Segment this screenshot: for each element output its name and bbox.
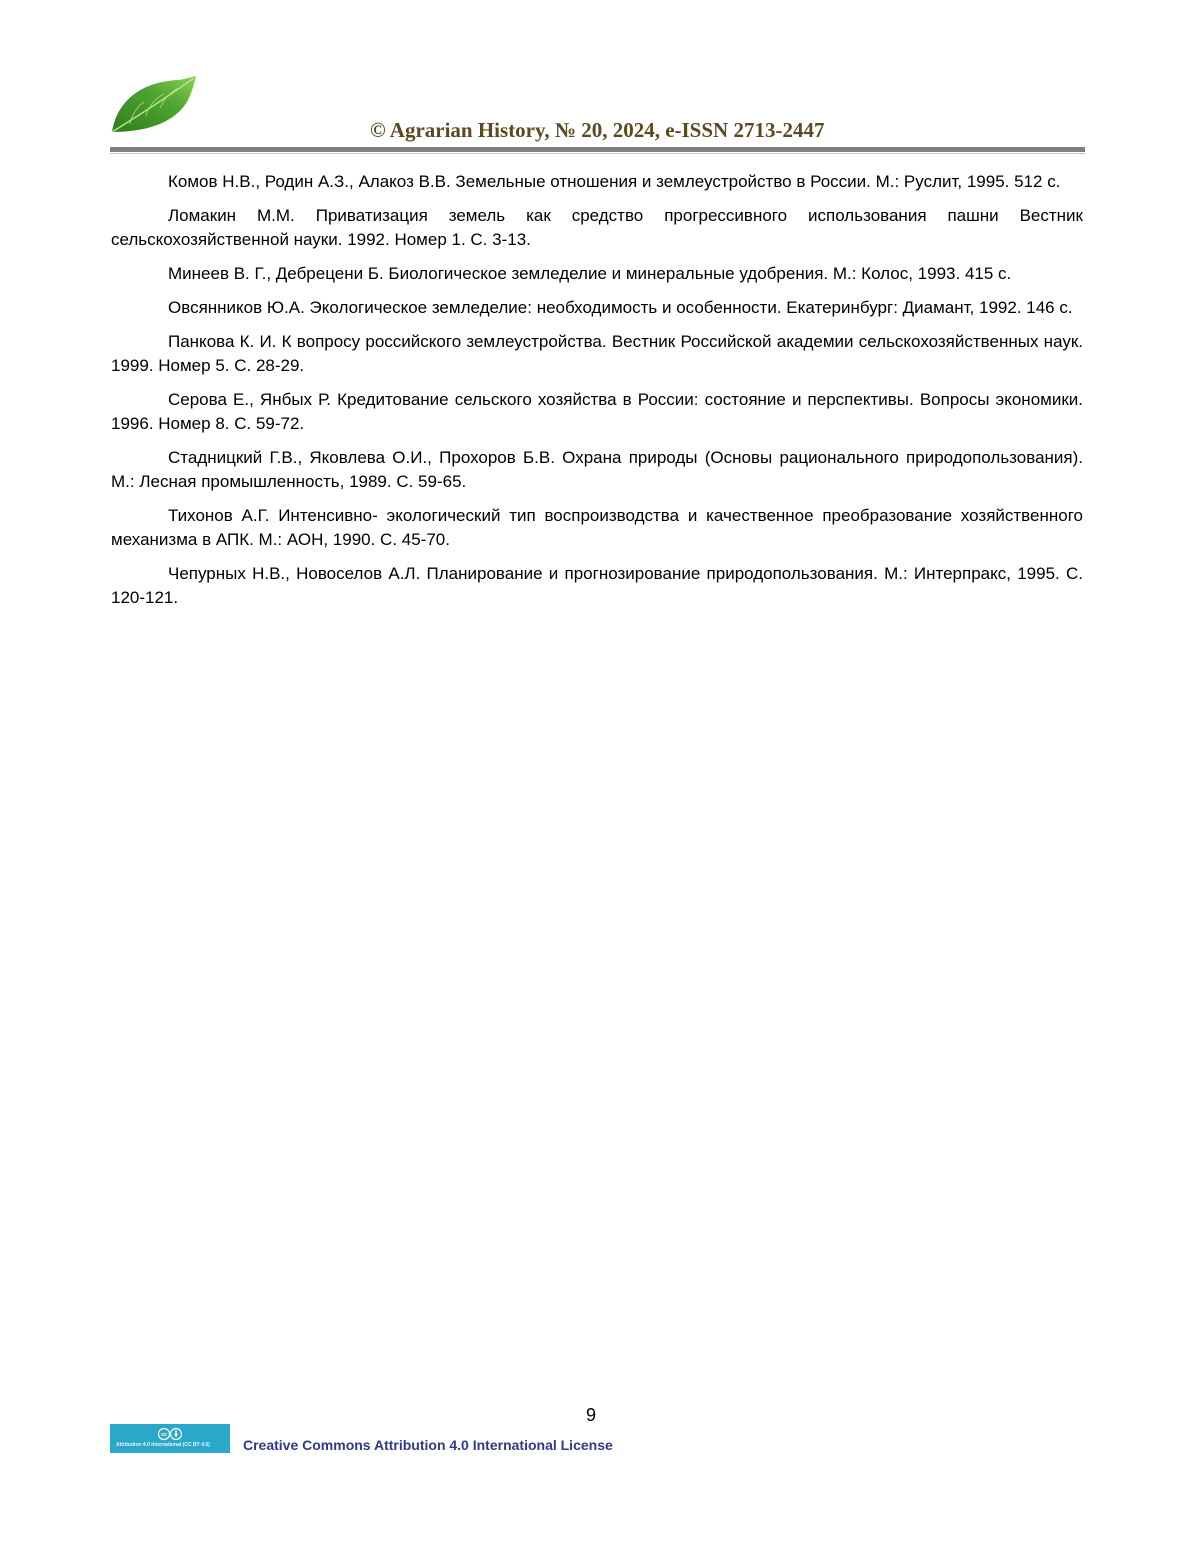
cc-by-icon: [158, 1427, 182, 1441]
cc-badge-text: Attribution 4.0 International (CC BY 4.0): [116, 1442, 210, 1448]
reference-list: [111, 170, 1083, 620]
reference-item: Ломакин М.М. Приватизация земель как средство прогрессивного использования пашни Вестник сельскохозяйственной науки. 1992. Номер 1. С. 3-13.: [111, 206, 1083, 249]
reference-item: Овсянников Ю.А. Экологическое земледелие: необходимость и особенности. Екатеринбург: Диамант, 1992. 146 с.: [168, 298, 1073, 317]
reference-item: Комов Н.В., Родин А.З., Алакоз В.В. Земельные отношения и землеустройство в России. М.: Руслит, 1995. 512 с.: [168, 172, 1061, 191]
reference-item: Тихонов А.Г. Интенсивно- экологический тип воспроизводства и качественное преобразование хозяйственного механизма в АПК. М.: АОН, 1990. С. 45-70.: [111, 506, 1083, 549]
header-divider-shadow: [110, 153, 1085, 154]
license-link[interactable]: Creative Commons Attribution 4.0 International License: [243, 1437, 613, 1453]
reference-item: Минеев В. Г., Дебрецени Б. Биологическое земледелие и минеральные удобрения. М.: Колос, 1993. 415 с.: [168, 264, 1012, 283]
reference-item: Чепурных Н.В., Новоселов А.Л. Планирование и прогнозирование природопользования. М.: Интерпракс, 1995. С. 120-121.: [111, 564, 1083, 607]
svg-text:cc: cc: [161, 1432, 167, 1438]
header-divider: [110, 147, 1085, 152]
reference-item: Панкова К. И. К вопросу российского землеустройства. Вестник Российской академии сельскохозяйственных наук. 1999. Номер 5. С. 28-29.: [111, 332, 1083, 375]
cc-license-badge[interactable]: [110, 1424, 230, 1453]
journal-header-title: © Agrarian History, № 20, 2024, e-ISSN 2713-2447: [370, 118, 825, 142]
reference-item: Серова Е., Янбых Р. Кредитование сельского хозяйства в России: состояние и перспективы. Вопросы экономики. 1996. Номер 8. С. 59-72.: [111, 390, 1083, 433]
leaf-icon: [108, 74, 200, 136]
page-number: 9: [586, 1405, 597, 1425]
reference-item: Стадницкий Г.В., Яковлева О.И., Прохоров Б.В. Охрана природы (Основы рационального природопользования). М.: Лесная промышленность, 1989. С. 59-65.: [111, 448, 1083, 491]
